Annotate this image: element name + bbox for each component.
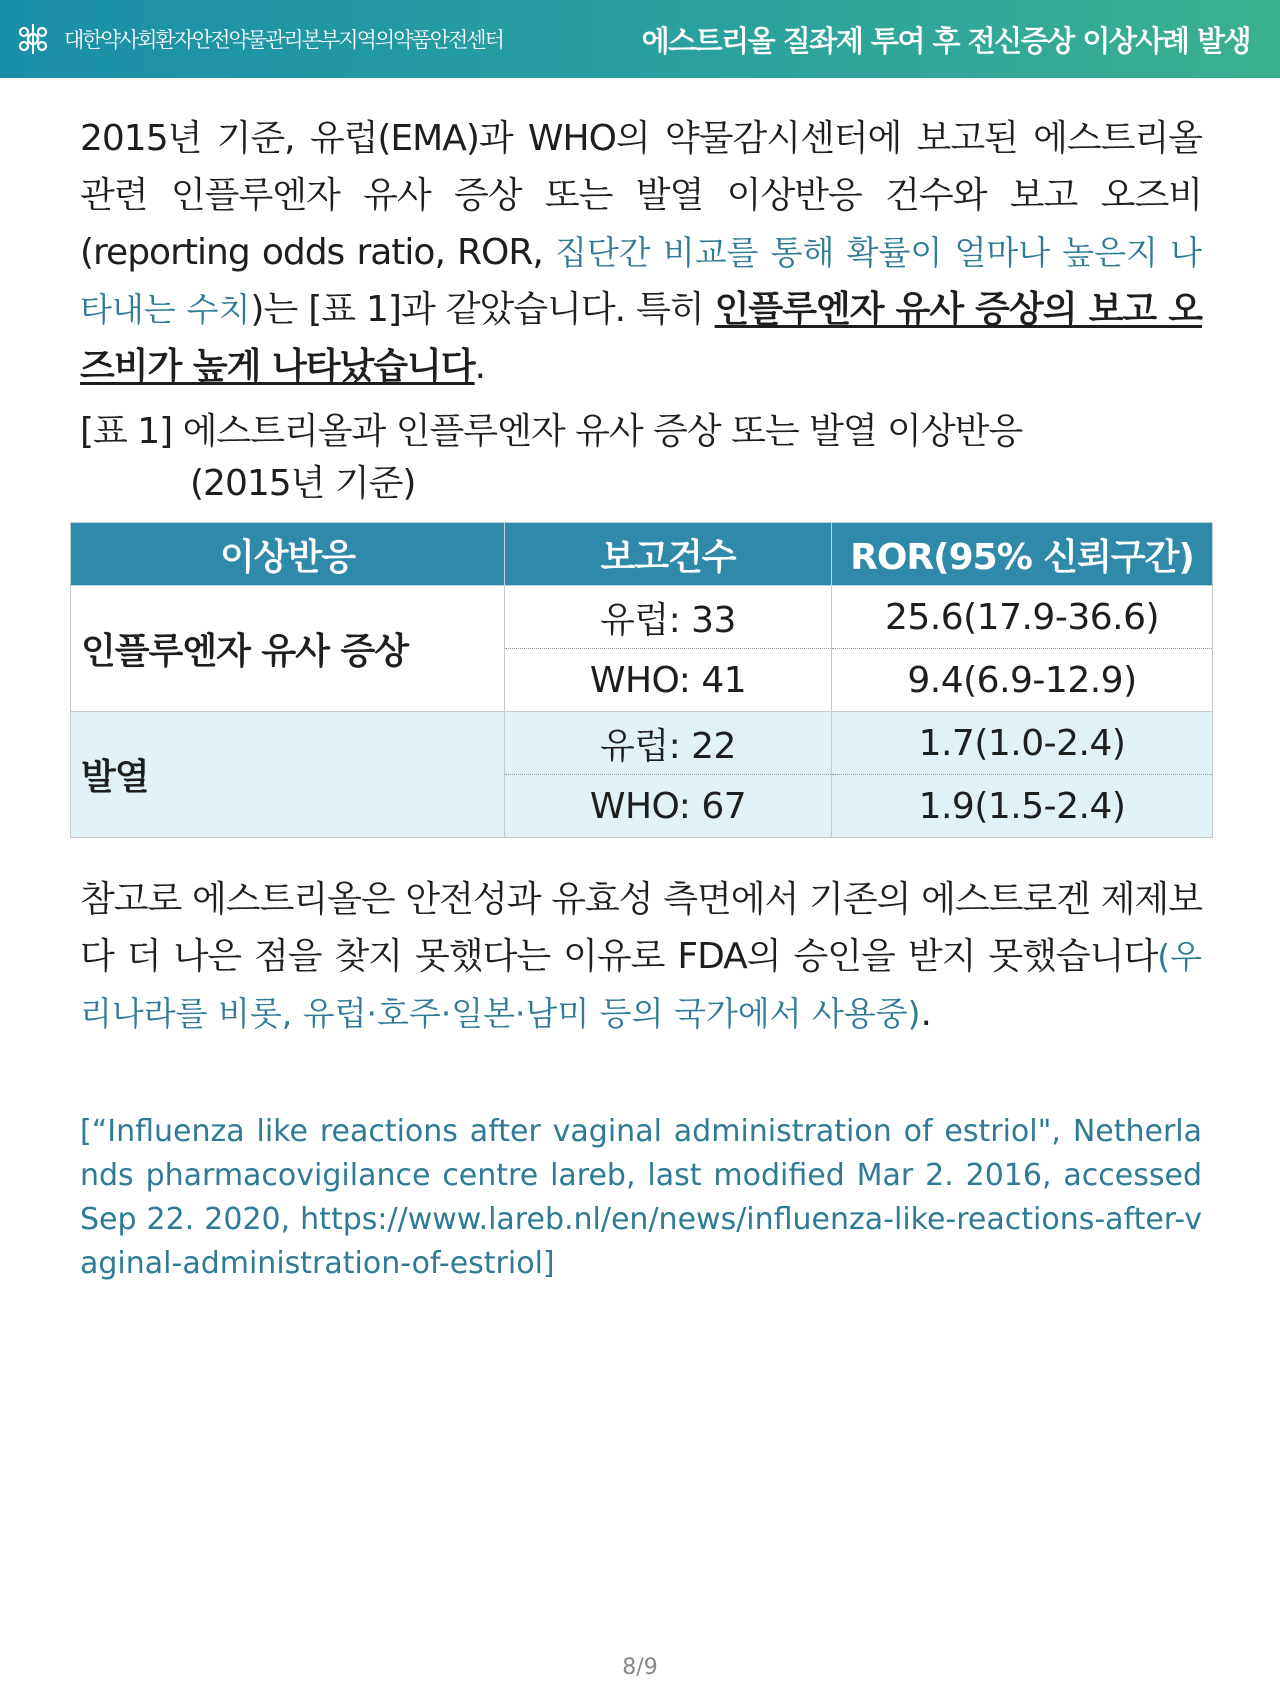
- intro-paragraph: [80, 110, 1202, 395]
- reaction-name-fever: 발열: [71, 712, 505, 838]
- ror-value: 1.9(1.5-2.4): [832, 775, 1213, 838]
- page-header: [0, 0, 1280, 78]
- usage-countries-note: (우리나라를 비롯, 유럽·호주·일본·남미 등의 국가에서 사용중): [80, 937, 1202, 1033]
- report-count: WHO: 41: [505, 649, 832, 712]
- organization-name: 대한약사회환자안전약물관리본부지역의약품안전센터: [64, 28, 503, 52]
- intro-text-b: )는 [표 1]과 같았습니다. 특히: [250, 289, 715, 330]
- ror-value: 25.6(17.9-36.6): [832, 586, 1213, 649]
- table-row: [71, 586, 1213, 649]
- ror-value: 9.4(6.9-12.9): [832, 649, 1213, 712]
- header-reaction: 이상반응: [71, 523, 505, 586]
- report-count: 유럽: 33: [505, 586, 832, 649]
- report-count: 유럽: 22: [505, 712, 832, 775]
- page-number: 8/9: [622, 1655, 658, 1680]
- report-count: WHO: 67: [505, 775, 832, 838]
- table-row: [71, 712, 1213, 775]
- reference-citation: [“Influenza like reactions after vaginal administration of estriol", Netherlands pharmacovigilance centre lareb, last modified Mar 2. 2016, accessed Sep 22. 2020, https://www.lareb.nl/en/news/influenza-like-reactions-after-vaginal-administration-of-estriol]: [80, 1114, 1202, 1281]
- adverse-reaction-table: [70, 522, 1213, 838]
- ror-definition-note: 집단간 비교를 통해 확률이 얼마나 높은지 나타내는 수치: [80, 233, 1202, 329]
- ror-value: 1.7(1.0-2.4): [832, 712, 1213, 775]
- fda-note-paragraph: [80, 871, 1202, 1042]
- table-caption: [80, 406, 1200, 510]
- header-report-count: 보고건수: [505, 523, 832, 586]
- fda-text-a: 참고로 에스트리올은 안전성과 유효성 측면에서 기존의 에스트로겐 제제보다 더 나은 점을 찾지 못했다는 이유로 FDA의 승인을 받지 못했습니다: [80, 879, 1202, 977]
- table-header-row: [71, 523, 1213, 586]
- organization-logo-icon: [16, 22, 50, 56]
- intro-text-a: 2015년 기준, 유럽(EMA)과 WHO의 약물감시센터에 보고된 에스트리올 관련 인플루엔자 유사 증상 또는 발열 이상반응 건수와 보고 오즈비(reporting odds ratio, ROR,: [80, 118, 1202, 273]
- reaction-name-flu: 인플루엔자 유사 증상: [71, 586, 505, 712]
- table-caption-line2: (2015년 기준): [190, 463, 416, 504]
- intro-text-c: .: [474, 346, 486, 387]
- document-title: 에스트리올 질좌제 투여 후 전신증상 이상사례 발생: [641, 24, 1250, 58]
- header-ror: ROR(95% 신뢰구간): [832, 523, 1213, 586]
- table-caption-line1: [표 1] 에스트리올과 인플루엔자 유사 증상 또는 발열 이상반응: [80, 411, 1023, 452]
- key-finding-highlight: 인플루엔자 유사 증상의 보고 오즈비가 높게 나타났습니다: [80, 289, 1202, 387]
- fda-text-b: .: [920, 993, 931, 1034]
